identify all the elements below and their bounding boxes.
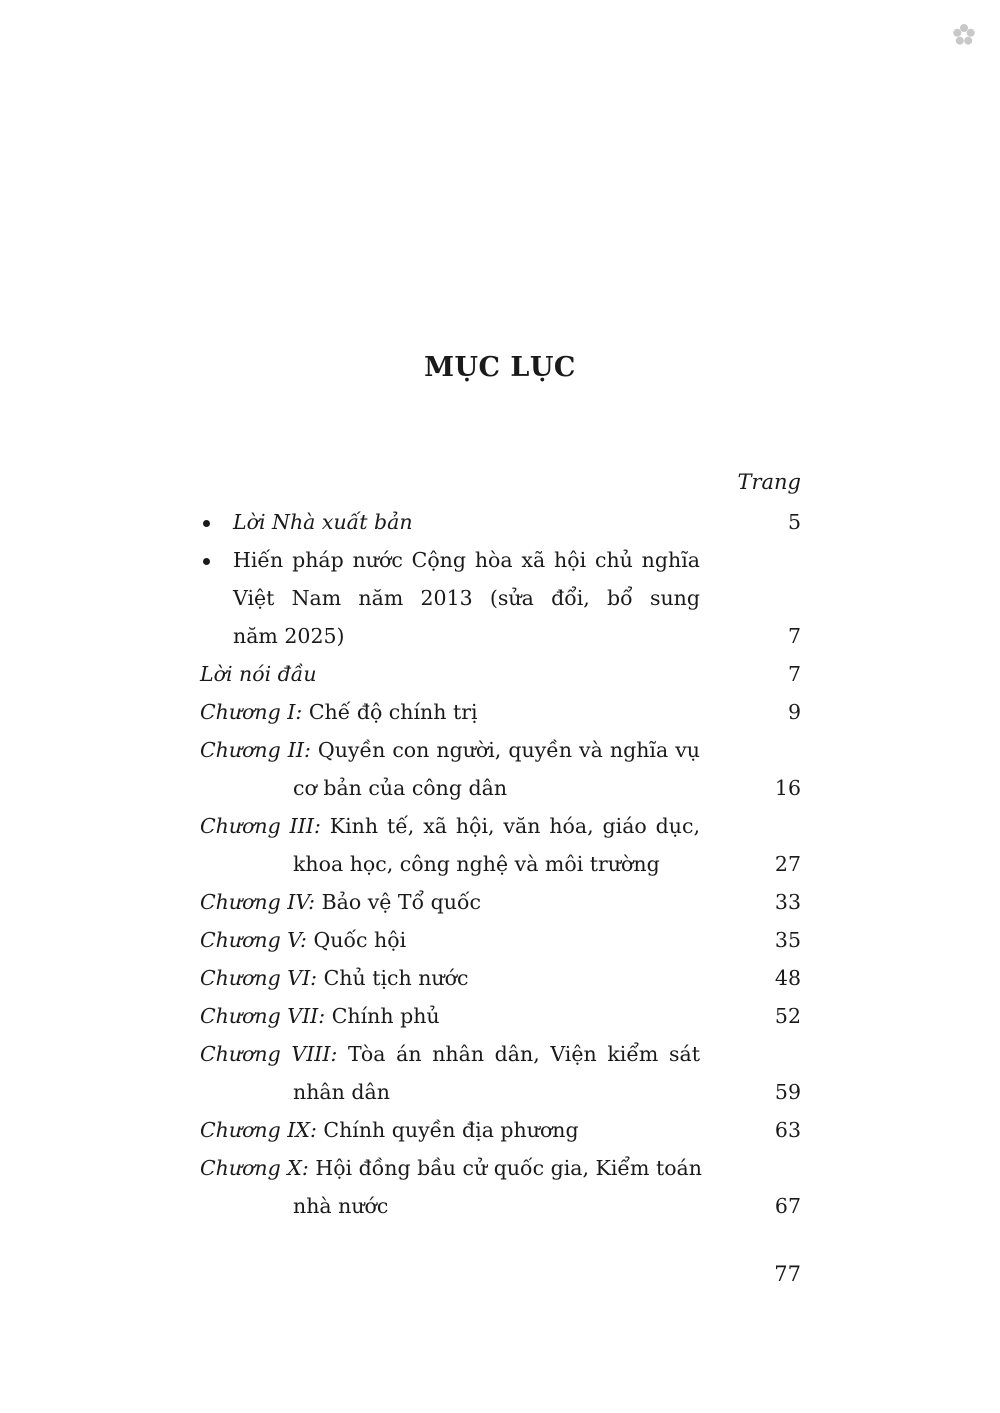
toc-entry-text <box>233 541 700 579</box>
toc-entry-line <box>200 693 801 731</box>
toc-entry-title: Quốc hội <box>313 928 407 952</box>
flower-logo-icon <box>952 23 976 47</box>
toc-entry-text <box>200 921 700 959</box>
toc-entry-title: Việt Nam năm 2013 (sửa đổi, bổ sung <box>233 586 700 610</box>
toc-entry-title: nhân dân <box>293 1080 390 1104</box>
toc-entry-line <box>200 503 801 541</box>
bullet-icon <box>203 558 210 565</box>
toc-entry-text <box>200 997 700 1035</box>
chapter-label: Chương IV: <box>200 890 316 914</box>
toc-entry-line <box>200 959 801 997</box>
chapter-label: Chương III: <box>200 814 321 838</box>
toc-entry-line <box>200 845 801 883</box>
chapter-label: Chương II: <box>200 738 311 762</box>
toc-entry-title: Chính phủ <box>331 1004 440 1028</box>
toc-entry-line <box>200 655 801 693</box>
toc-entry-title: Chính quyền địa phương <box>323 1118 579 1142</box>
toc-entry-title: Hội đồng bầu cử quốc gia, Kiểm toán <box>315 1156 702 1180</box>
toc-entry-title: Hiến pháp nước Cộng hòa xã hội chủ nghĩa <box>233 548 700 572</box>
chapter-label: Chương IX: <box>200 1118 317 1142</box>
toc-entry-title: Tòa án nhân dân, Viện kiểm sát <box>348 1042 700 1066</box>
toc-entry-line <box>200 807 801 845</box>
toc-entry-text <box>200 655 700 693</box>
toc-page-number: 59 <box>774 1080 801 1104</box>
toc-entry-line <box>200 617 801 655</box>
toc-entry-line <box>200 579 801 617</box>
toc-entry-line <box>200 1035 801 1073</box>
toc-entry-line <box>200 1073 801 1111</box>
toc-page-number: 48 <box>774 966 801 990</box>
chapter-label: Chương V: <box>200 928 307 952</box>
chapter-label: Chương X: <box>200 1156 309 1180</box>
toc-entry-text <box>200 807 700 845</box>
toc-page-number: 16 <box>774 776 801 800</box>
toc-entry-text <box>233 579 700 617</box>
toc-entry-title: Quyền con người, quyền và nghĩa vụ <box>317 738 700 762</box>
bullet-icon <box>203 520 210 527</box>
toc-entry-title: cơ bản của công dân <box>293 776 508 800</box>
toc-entry-text <box>293 845 700 883</box>
toc-entry-title: Chế độ chính trị <box>308 700 478 724</box>
toc-page-number: 67 <box>774 1194 801 1218</box>
toc-entry-line <box>200 1187 801 1225</box>
chapter-label: Chương VIII: <box>200 1042 338 1066</box>
toc-page-number: 7 <box>787 624 801 648</box>
toc-page-number: 9 <box>787 700 801 724</box>
page-column-label: Trang <box>737 470 801 494</box>
toc-page-number: 7 <box>787 662 801 686</box>
toc-entry-text <box>233 617 700 655</box>
toc-entry-line <box>200 1111 801 1149</box>
toc-entry-title: nhà nước <box>293 1194 389 1218</box>
toc-entry-line <box>200 883 801 921</box>
toc-entry-text <box>200 959 700 997</box>
chapter-label: Chương VI: <box>200 966 318 990</box>
chapter-label: Chương VII: <box>200 1004 326 1028</box>
toc-page-number: 33 <box>774 890 801 914</box>
toc-entry-line <box>200 731 801 769</box>
toc-entry-text <box>200 693 700 731</box>
table-of-contents <box>200 503 801 1225</box>
toc-entry-text <box>293 1073 700 1111</box>
toc-entry-line <box>200 1149 801 1187</box>
toc-entry-line <box>200 541 801 579</box>
toc-entry-line <box>200 921 801 959</box>
page-title: MỤC LỤC <box>424 352 576 383</box>
toc-entry-line <box>200 997 801 1035</box>
toc-entry-title: năm 2025) <box>233 624 345 648</box>
toc-entry-title: Lời nói đầu <box>200 662 317 686</box>
toc-entry-text <box>200 1035 700 1073</box>
toc-entry-text <box>200 883 700 921</box>
toc-entry-line <box>200 769 801 807</box>
toc-entry-text <box>200 1111 700 1149</box>
toc-entry-title: Lời Nhà xuất bản <box>233 510 413 534</box>
toc-page-number: 5 <box>787 510 801 534</box>
toc-entry-title: Chủ tịch nước <box>323 966 469 990</box>
toc-entry-text <box>200 1149 700 1187</box>
toc-entry-title: Kinh tế, xã hội, văn hóa, giáo dục, <box>329 814 700 838</box>
toc-entry-text <box>200 731 700 769</box>
page-number: 77 <box>774 1262 801 1286</box>
toc-page-number: 63 <box>774 1118 801 1142</box>
toc-entry-title: khoa học, công nghệ và môi trường <box>293 852 660 876</box>
toc-page-number: 27 <box>774 852 801 876</box>
toc-page-number: 52 <box>774 1004 801 1028</box>
toc-entry-title: Bảo vệ Tổ quốc <box>321 890 482 914</box>
toc-page-number: 35 <box>774 928 801 952</box>
toc-entry-text <box>233 503 700 541</box>
toc-entry-text <box>293 769 700 807</box>
toc-entry-text <box>293 1187 700 1225</box>
chapter-label: Chương I: <box>200 700 303 724</box>
